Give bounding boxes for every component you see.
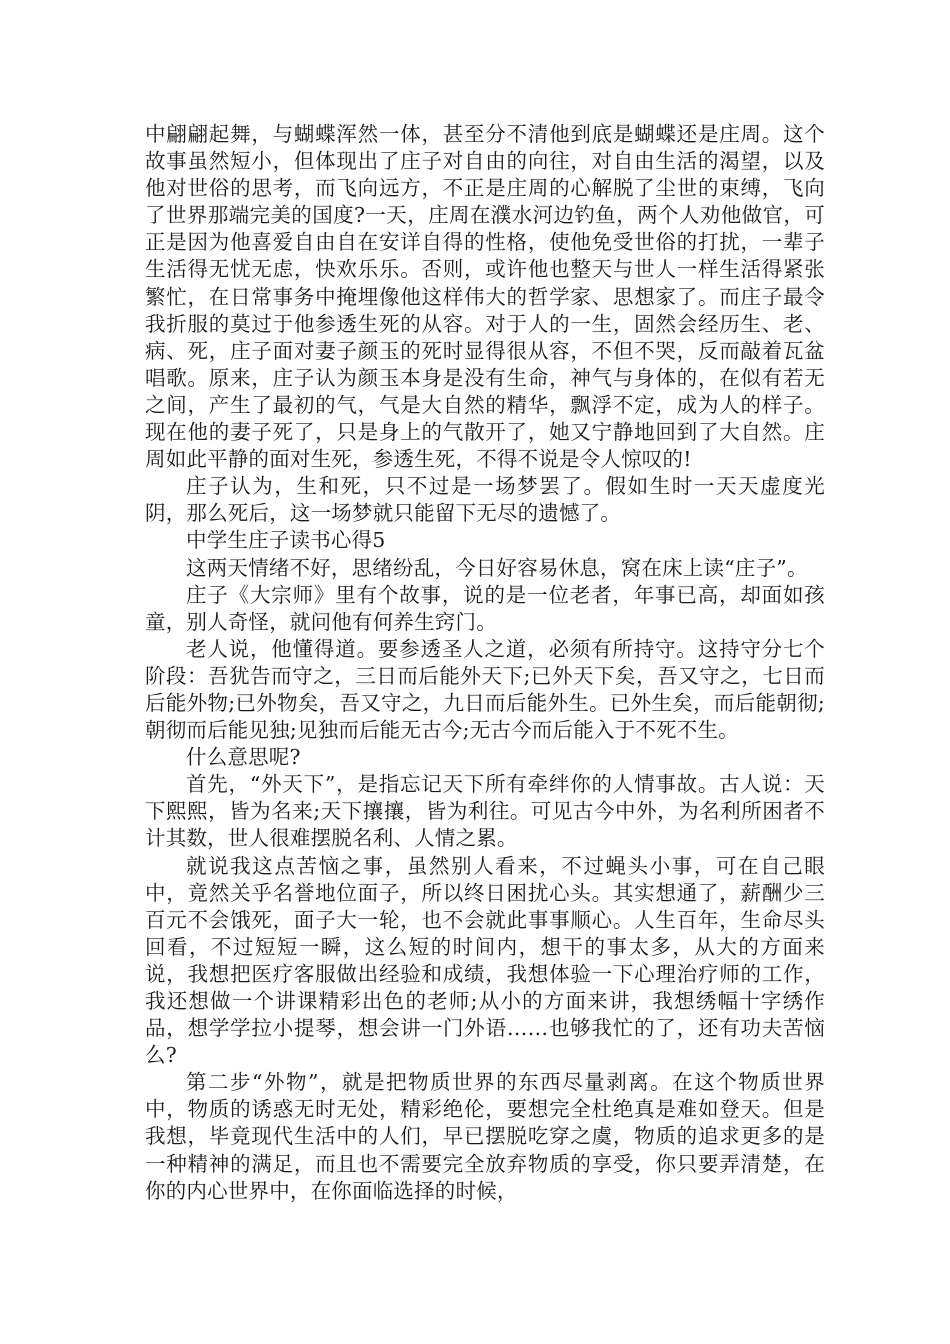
section-heading: 中学生庄子读书心得5	[186, 528, 386, 553]
paragraph: 这两天情绪不好，思绪纷乱，今日好容易休息，窝在床上读“庄子”。	[186, 555, 808, 580]
paragraph: 什么意思呢?	[186, 745, 301, 770]
paragraph: 中翩翩起舞，与蝴蝶浑然一体，甚至分不清他到底是蝴蝶还是庄周。这个故事虽然短小，但体现出了庄子对自由的向往，对自由生活的渴望，以及他对世俗的思考，而飞向远方，不正是庄周的心解脱了尘世的束缚，飞向了世界那端完美的国度?一天，庄周在濮水河边钓鱼，两个人劝他做官，可正是因为他喜爱自由自在安详自得的性格，使他免受世俗的打扰，一辈子生活得无忧无虑，快欢乐乐。否则，或许他也整天与世人一样生活得紧张繁忙，在日常事务中掩埋像他这样伟大的哲学家、思想家了。而庄子最令我折服的莫过于他参透生死的从容。对于人的一生，固然会经历生、老、病、死，庄子面对妻子颜玉的死时显得很从容，不但不哭，反而敲着瓦盆唱歌。原来，庄子认为颜玉本身是没有生命，神气与身体的，在似有若无之间，产生了最初的气，气是大自然的精华，飘浮不定，成为人的样子。现在他的妻子死了，只是身上的气散开了，她又宁静地回到了大自然。庄周如此平静的面对生死，参透生死，不得不说是令人惊叹的!	[145, 122, 825, 472]
paragraph: 就说我这点苦恼之事，虽然别人看来，不过蝇头小事，可在自己眼中，竟然关乎名誉地位面子，所以终日困扰心头。其实想通了，薪酬少三百元不会饿死，面子大一轮，也不会就此事事顺心。人生百年，生命尽头回看，不过短短一瞬，这么短的时间内，想干的事太多，从大的方面来说，我想把医疗客服做出经验和成绩，我想体验一下心理治疗师的工作，我还想做一个讲课精彩出色的老师;从小的方面来讲，我想绣幅十字绣作品，想学学拉小提琴，想会讲一门外语……也够我忙的了，还有功夫苦恼么?	[145, 853, 825, 1068]
paragraph: 庄子《大宗师》里有个故事，说的是一位老者，年事已高，却面如孩童，别人奇怪，就问他有何养生窍门。	[145, 582, 825, 634]
paragraph: 庄子认为，生和死，只不过是一场梦罢了。假如生时一天天虚度光阴，那么死后，这一场梦就只能留下无尽的遗憾了。	[145, 474, 825, 526]
document-body	[145, 121, 825, 1205]
paragraph: 第二步“外物”，就是把物质世界的东西尽量剥离。在这个物质世界中，物质的诱惑无时无处，精彩绝伦，要想完全杜绝真是难如登天。但是我想，毕竟现代生活中的人们，早已摆脱吃穿之虞，物质的追求更多的是一种精神的满足，而且也不需要完全放弃物质的享受，你只要弄清楚，在你的内心世界中，在你面临选择的时候，	[145, 1070, 825, 1203]
paragraph: 首先，“外天下”，是指忘记天下所有牵绊你的人情事故。古人说：天下熙熙，皆为名来;天下攘攘，皆为利往。可见古今中外，为名利所困者不计其数，世人很难摆脱名利、人情之累。	[145, 772, 825, 851]
paragraph: 老人说，他懂得道。要参透圣人之道，必须有所持守。这持守分七个阶段：吾犹告而守之，三日而后能外天下;已外天下矣，吾又守之，七日而后能外物;已外物矣，吾又守之，九日而后能外生。已外生矣，而后能朝彻;朝彻而后能见独;见独而后能无古今;无古今而后能入于不死不生。	[145, 636, 825, 743]
